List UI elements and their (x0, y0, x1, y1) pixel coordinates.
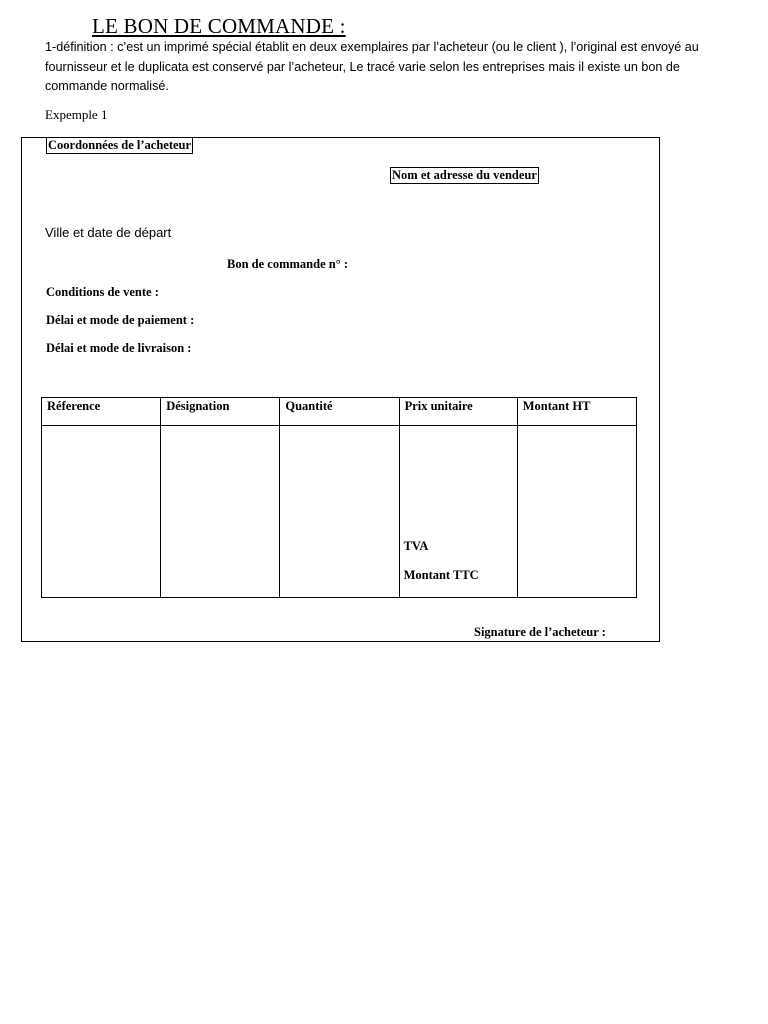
buyer-coordinates-box: Coordonnées de l’acheteur (48, 138, 192, 152)
seller-name-address-box: Nom et adresse du vendeur (392, 168, 537, 182)
table-row (42, 426, 637, 598)
order-items-table (41, 397, 637, 598)
document-title: LE BON DE COMMANDE : (92, 14, 346, 38)
ttc-label: Montant TTC (403, 568, 479, 582)
city-date-label: Ville et date de départ (45, 225, 172, 240)
unit-price-cell (399, 426, 517, 598)
column-header-designation: Désignation (161, 398, 280, 426)
column-header-reference: Réference (42, 398, 161, 426)
buyer-signature-label: Signature de l’acheteur : (474, 625, 606, 639)
example-label: Expemple 1 (45, 107, 108, 122)
designation-cell (161, 426, 280, 598)
column-header-quantity: Quantité (280, 398, 399, 426)
amount-ht-cell (517, 426, 636, 598)
payment-terms-label: Délai et mode de paiement : (46, 313, 195, 327)
quantity-cell (280, 426, 399, 598)
table-header-row (42, 398, 637, 426)
tva-label: TVA (403, 539, 429, 553)
order-number-label: Bon de commande n° : (227, 257, 348, 271)
column-header-amount-ht: Montant HT (517, 398, 636, 426)
delivery-terms-label: Délai et mode de livraison : (46, 341, 192, 355)
definition-paragraph: 1-définition : c’est un imprimé spécial établit en deux exemplaires par l’acheteur (ou le client ), l’original est envoyé au fournisseur et le duplicata est conservé par l’acheteur, Le tracé varie selon les entreprises mais il existe un bon de commande normalisé. (45, 40, 699, 93)
order-form (21, 137, 660, 642)
reference-cell (42, 426, 161, 598)
column-header-unit-price: Prix unitaire (399, 398, 517, 426)
sale-conditions-label: Conditions de vente : (46, 285, 159, 299)
